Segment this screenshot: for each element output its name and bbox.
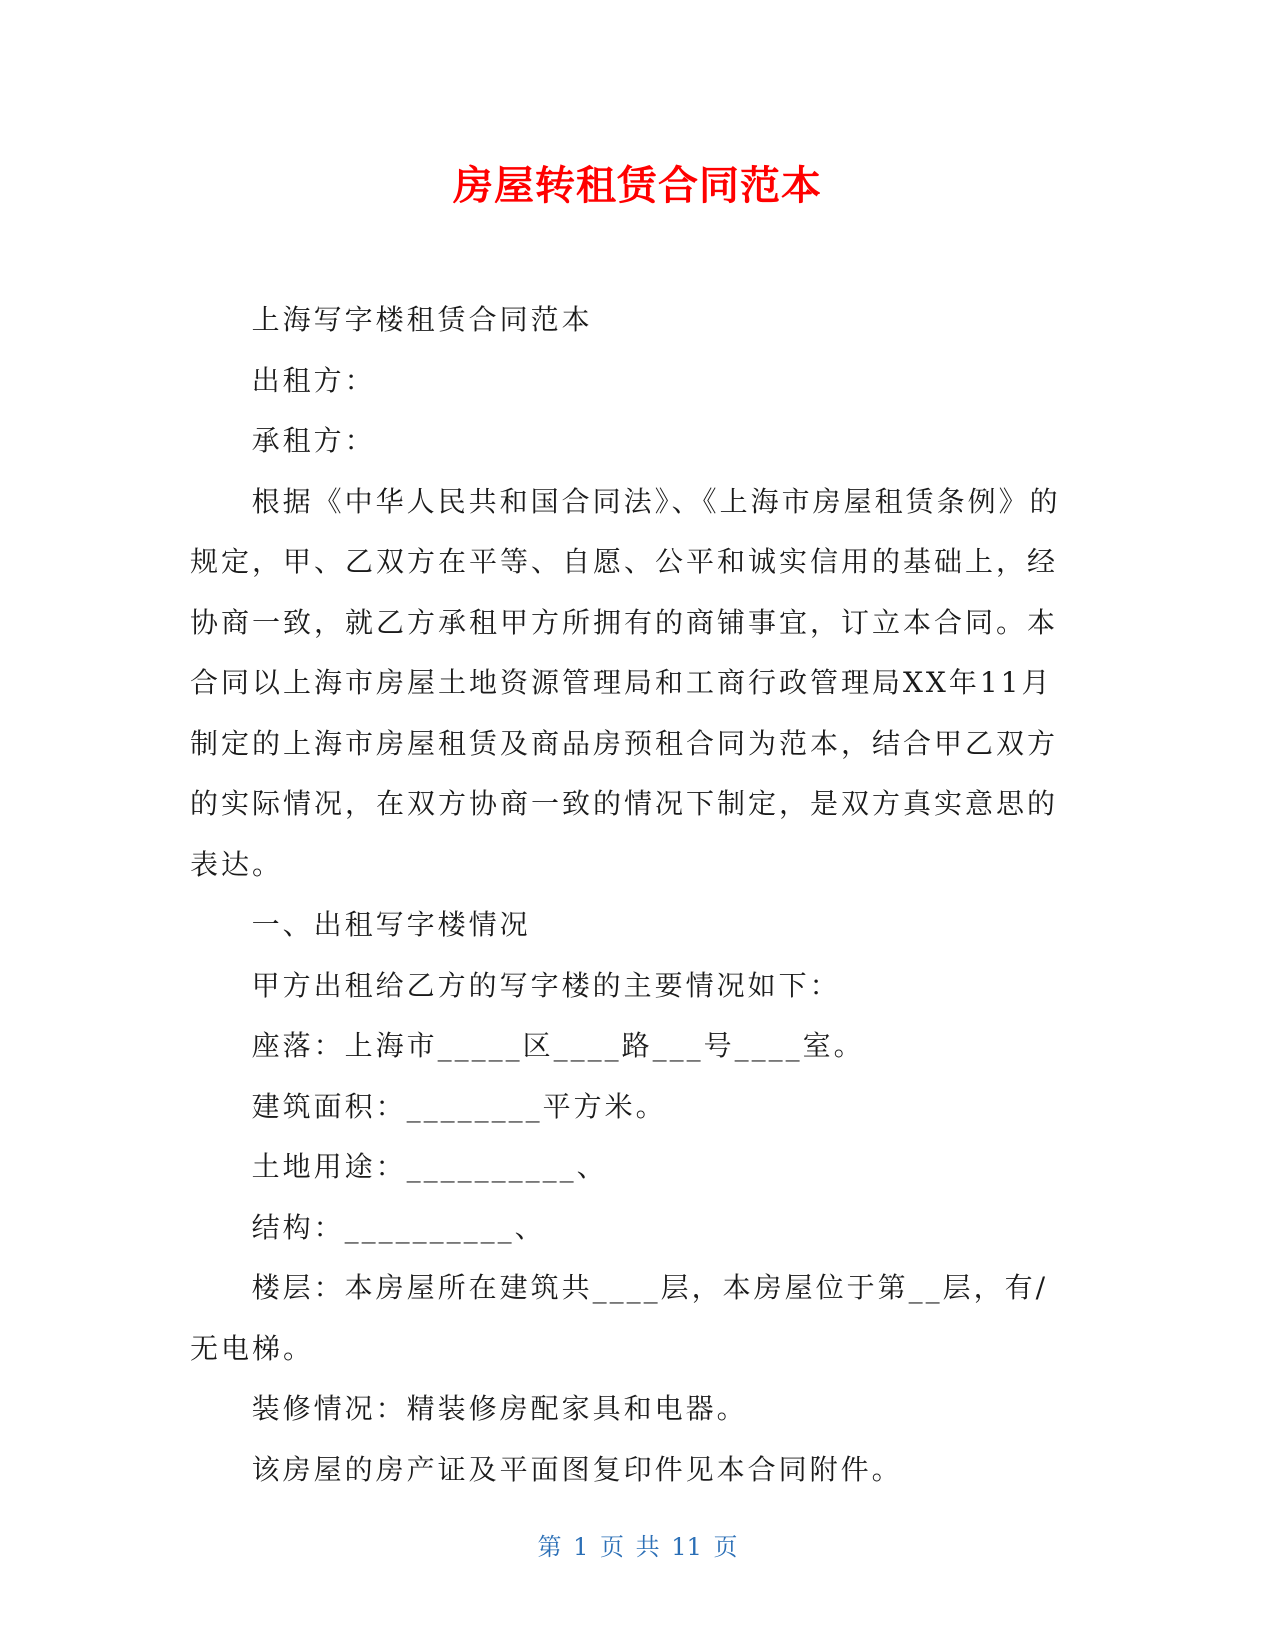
document-title: 房屋转租赁合同范本 bbox=[453, 163, 822, 209]
location-line: 座落：上海市_____区____路___号____室。 bbox=[251, 1029, 865, 1062]
preamble-paragraph: 根据《中华人民共和国合同法》、《上海市房屋租赁条例》的规定，甲、乙双方在平等、自愿、公平和诚实信用的基础上，经协商一致，就乙方承租甲方所拥有的商铺事宜，订立本合同。本合同以上海市房屋土地资源管理局和工商行政管理局XX年11月制定的上海市房屋租赁及商品房预租合同为范本，结合甲乙双方的实际情况，在双方协商一致的情况下制定，是双方真实意思的表达。 bbox=[190, 484, 1061, 881]
lessee-line: 承租方： bbox=[251, 424, 376, 457]
floor-line: 楼层：本房屋所在建筑共____层，本房屋位于第__层，有/无电梯。 bbox=[190, 1271, 1049, 1365]
document-body bbox=[190, 290, 1070, 1500]
area-line: 建筑面积：________平方米。 bbox=[251, 1089, 667, 1123]
situation-intro: 甲方出租给乙方的写字楼的主要情况如下： bbox=[251, 968, 841, 1002]
page-number-footer: 第 1 页 共 11 页 bbox=[537, 1533, 738, 1561]
decoration-line: 装修情况：精装修房配家具和电器。 bbox=[251, 1392, 748, 1425]
structure-line: 结构：__________、 bbox=[251, 1210, 546, 1244]
lessor-line: 出租方： bbox=[251, 363, 376, 397]
section-heading: 一、出租写字楼情况 bbox=[251, 908, 531, 941]
subtitle-paragraph: 上海写字楼租赁合同范本 bbox=[251, 303, 593, 336]
attachment-line: 该房屋的房产证及平面图复印件见本合同附件。 bbox=[251, 1452, 903, 1486]
land-use-line: 土地用途：__________、 bbox=[251, 1150, 608, 1183]
